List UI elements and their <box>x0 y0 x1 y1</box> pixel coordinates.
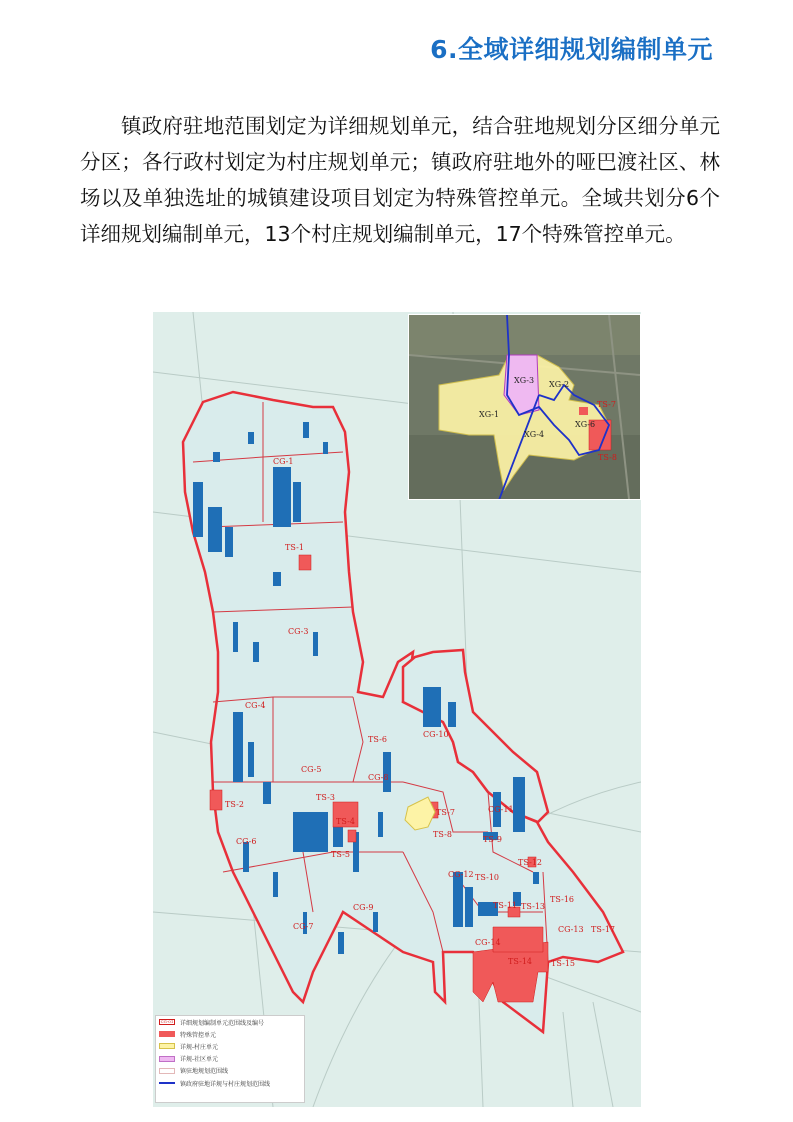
legend-label: 详规-社区单元 <box>180 1056 219 1064</box>
svg-text:TS-5: TS-5 <box>331 850 350 859</box>
svg-text:TS-6: TS-6 <box>368 735 387 744</box>
inset-label-ts8: TS-8 <box>598 453 617 462</box>
legend-village-swatch <box>159 1043 175 1049</box>
svg-text:CG-8: CG-8 <box>368 773 389 782</box>
inset-label-xg3: XG-3 <box>514 376 535 385</box>
svg-text:TS-16: TS-16 <box>550 895 574 904</box>
svg-text:TS-10: TS-10 <box>475 873 499 882</box>
legend-label: 特殊管控单元 <box>180 1031 217 1039</box>
svg-text:CG-1: CG-1 <box>273 457 294 466</box>
svg-text:CG-6: CG-6 <box>236 837 257 846</box>
svg-text:TS-7: TS-7 <box>436 808 455 817</box>
legend-special-swatch <box>159 1031 175 1037</box>
legend-label: 详规-村庄单元 <box>180 1043 219 1051</box>
svg-text:TS-3: TS-3 <box>316 793 335 802</box>
svg-text:CG-4: CG-4 <box>245 701 266 710</box>
legend-row-special <box>156 1028 304 1040</box>
inset-label-xg2: XG-2 <box>549 380 570 389</box>
svg-text:CG-10: CG-10 <box>423 730 449 739</box>
legend-row-code <box>156 1016 304 1028</box>
planning-unit-map <box>153 312 641 1107</box>
svg-text:TS-13: TS-13 <box>521 902 545 911</box>
legend-boundary-swatch <box>159 1068 175 1074</box>
page-heading: 6.全域详细规划编制单元 <box>430 35 713 64</box>
svg-text:TS-14: TS-14 <box>508 957 532 966</box>
svg-text:CG-11: CG-11 <box>488 805 514 814</box>
legend-row-boundary <box>156 1065 304 1077</box>
svg-text:CG-14: CG-14 <box>475 938 501 947</box>
svg-text:TS-2: TS-2 <box>225 800 244 809</box>
svg-text:CG-13: CG-13 <box>558 925 584 934</box>
legend-label: 镇驻地规划范围线 <box>180 1068 229 1076</box>
intro-paragraph: 镇政府驻地范围划定为详细规划单元，结合驻地规划分区细分单元分区；各行政村划定为村庄规划单元；镇政府驻地外的哑巴渡社区、林场以及单独选址的城镇建设项目划定为特殊管控单元。全域共划分6个详细规划编制单元，13个村庄规划编制单元，17个特殊管控单元。 <box>80 114 720 246</box>
svg-text:TS-8: TS-8 <box>433 830 452 839</box>
svg-text:CG-5: CG-5 <box>301 765 322 774</box>
inset-label-xg1: XG-1 <box>479 410 500 419</box>
inset-label-xg4: XG-4 <box>524 430 545 439</box>
svg-text:TS-17: TS-17 <box>591 925 615 934</box>
inset-label-xg6: XG-6 <box>575 420 596 429</box>
legend-label: 详细规划编制单元范围线及编号 <box>180 1019 265 1027</box>
svg-text:CG-7: CG-7 <box>293 922 314 931</box>
svg-text:TS-12: TS-12 <box>518 858 542 867</box>
legend-row-village <box>156 1040 304 1052</box>
legend-community-swatch <box>159 1056 175 1062</box>
legend-code-swatch: CG-01 <box>160 1019 174 1025</box>
map-legend <box>155 1015 305 1103</box>
legend-row-community <box>156 1053 304 1065</box>
svg-text:TS-1: TS-1 <box>285 543 304 552</box>
svg-text:CG-9: CG-9 <box>353 903 374 912</box>
legend-label: 镇政府驻地详规与村庄规划范围线 <box>180 1080 271 1088</box>
legend-blue-swatch <box>159 1082 175 1084</box>
svg-text:CG-3: CG-3 <box>288 627 309 636</box>
legend-row-blue <box>156 1077 304 1089</box>
inset-label-ts7: TS-7 <box>597 400 616 409</box>
svg-text:TS-9: TS-9 <box>483 835 502 844</box>
svg-text:TS-4: TS-4 <box>336 817 355 826</box>
inset-svg <box>409 315 640 499</box>
town-seat-inset <box>408 314 641 500</box>
svg-text:TS-11: TS-11 <box>493 901 517 910</box>
svg-text:CG-12: CG-12 <box>448 870 474 879</box>
svg-text:TS-15: TS-15 <box>551 959 575 968</box>
